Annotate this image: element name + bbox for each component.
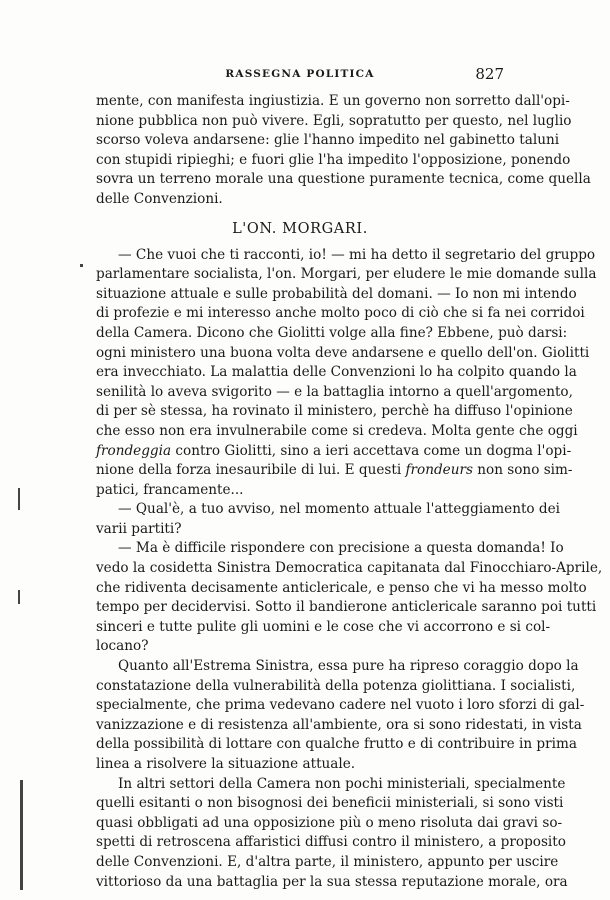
- paragraph-4: [96, 657, 585, 775]
- page-number: 827: [475, 65, 504, 83]
- paragraph-1: [96, 92, 591, 210]
- text-line: sovra un terreno morale una questione puramente tecnica, come quella: [96, 171, 591, 188]
- text-line: nione della forza inesauribile di lui. E questi frondeurs non sono sim-: [96, 462, 573, 479]
- text-line: che ridiventa decisamente anticlericale, e penso che vi ha messo molto: [96, 579, 587, 596]
- text-line: quasi obbligati ad una opposizione più o meno risoluta dai gravi so-: [96, 814, 563, 831]
- margin-mark: [18, 488, 20, 510]
- text-line: — Ma è difficile rispondere con precisione a questa domanda! Io: [118, 540, 564, 557]
- text-line: senilità lo aveva svigorito — e la battaglia intorno a quell'argomento,: [96, 383, 573, 400]
- text-line: della Camera. Dicono che Giolitti volge alla fine? Ebbene, può darsi:: [96, 324, 568, 341]
- text-line: specialmente, che prima vedevano cadere nel vuoto i loro sforzi di gal-: [96, 697, 585, 714]
- text-line: In altri settori della Camera non pochi ministeriali, specialmente: [118, 775, 566, 792]
- paragraph-2: [96, 246, 597, 501]
- text-line: vanizzazione e di resistenza all'ambiente, ora si sono ridestati, in vista: [96, 716, 582, 733]
- margin-mark: [80, 264, 83, 267]
- text-line: locano?: [96, 638, 149, 655]
- text-line: sinceri e tutte pulite gli uomini e le cose che vi accorrono e si col-: [96, 618, 551, 635]
- text-line: Quanto all'Estrema Sinistra, essa pure ha ripreso coraggio dopo la: [118, 658, 579, 675]
- text-line: che esso non era invulnerabile come si credeva. Molta gente che oggi: [96, 422, 578, 439]
- text-line: di per sè stessa, ha rovinato il ministero, perchè ha diffuso l'opinione: [96, 403, 573, 420]
- body-text: [96, 92, 603, 892]
- text-line: vittorioso da una battaglia per la sua stessa reputazione morale, ora: [96, 873, 568, 890]
- paragraph-3: [96, 539, 603, 657]
- text-line: tempo per decidervisi. Sotto il bandierone anticlericale saranno poi tutti: [96, 599, 597, 616]
- text-line: con stupidi ripieghi; e fuori glie l'ha impedito l'opposizione, ponendo: [96, 151, 571, 168]
- text-line: mente, con manifesta ingiustizia. E un governo non sorretto dall'opi-: [96, 93, 570, 109]
- text-line: di profezie e mi interesso anche molto poco di ciò che si fa nei corridoi: [96, 305, 585, 322]
- text-line: — Qual'è, a tuo avviso, nel momento attuale l'atteggiamento dei: [118, 501, 561, 518]
- italic-word: frondeggia: [96, 442, 172, 459]
- text-line: ogni ministero una buona volta deve andarsene e quello dell'on. Giolitti: [96, 344, 590, 361]
- text-line: frondeggia contro Giolitti, sino a ieri accettava come un dogma l'opi-: [96, 442, 572, 459]
- italic-word: frondeurs: [405, 462, 473, 479]
- text-line: linea a risolvere la situazione attuale.: [96, 756, 356, 772]
- question: [96, 500, 561, 539]
- section-title: L'ON. MORGARI.: [232, 220, 368, 237]
- text-line: delle Convenzioni.: [96, 190, 223, 207]
- running-header: [96, 64, 504, 84]
- margin-mark: [20, 780, 23, 890]
- text-line: della possibilità di lottare con qualche frutto e di contribuire in prima: [96, 736, 577, 753]
- margin-mark: [18, 590, 20, 604]
- text-line: spetti di retroscena affaristici diffusi contro il ministero, a proposito: [96, 834, 566, 851]
- text-line: — Che vuoi che ti racconti, io! — mi ha detto il segretario del gruppo: [118, 246, 596, 263]
- running-title: RASSEGNA POLITICA: [225, 68, 375, 80]
- text-line: scorso voleva andarsene: glie l'hanno impedito nel gabinetto taluni: [96, 132, 560, 149]
- paragraph-5: [96, 775, 568, 893]
- text-line: situazione attuale e sulle probabilità del domani. — Io non mi intendo: [96, 285, 577, 302]
- text-line: patici, francamente...: [96, 481, 244, 498]
- text-line: constatazione della vulnerabilità della potenza giolittiana. I socialisti,: [96, 677, 576, 694]
- text-line: quelli esitanti o non bisognosi dei beneficii ministeriali, si sono visti: [96, 795, 564, 812]
- text-line: vedo la cosidetta Sinistra Democratica capitanata dal Finocchiaro-Aprile,: [96, 560, 603, 577]
- text-line: varii partiti?: [96, 520, 182, 537]
- text-line: delle Convenzioni. E, d'altra parte, il ministero, appunto per uscire: [96, 853, 559, 870]
- text-line: era invecchiato. La malattia delle Convenzioni lo ha colpito quando la: [96, 364, 577, 381]
- text-line: parlamentare socialista, l'on. Morgari, per eludere le mie domande sulla: [96, 266, 597, 283]
- text-line: nione pubblica non può vivere. Egli, sopratutto per questo, nel luglio: [96, 112, 572, 129]
